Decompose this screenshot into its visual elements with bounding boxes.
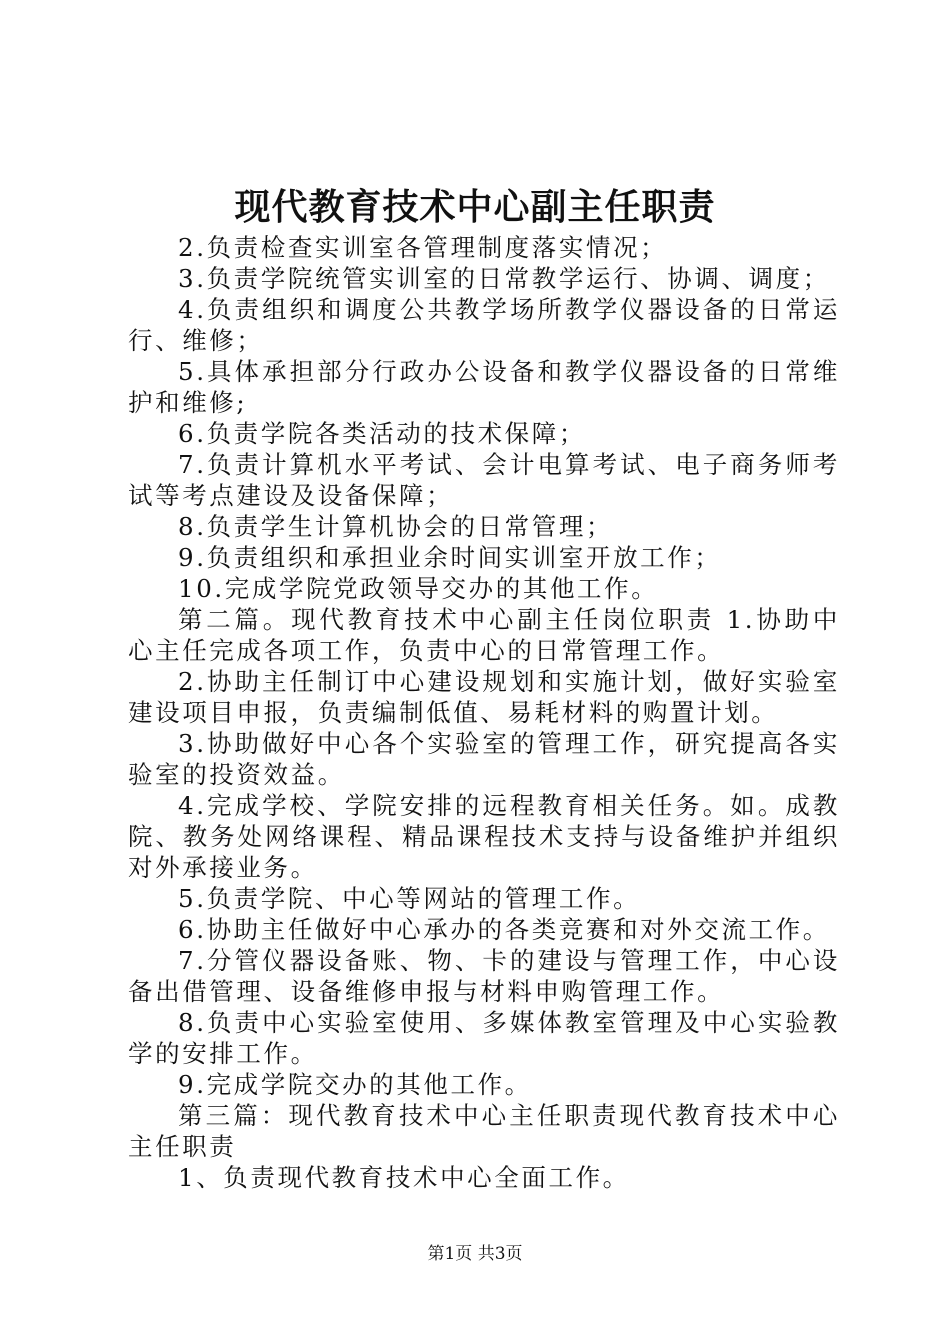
paragraph: 7.负责计算机水平考试、会计电算考试、电子商务师考试等考点建设及设备保障；: [128, 450, 840, 510]
paragraph: 8.负责学生计算机协会的日常管理；: [178, 512, 614, 541]
paragraph: 6.协助主任做好中心承办的各类竞赛和对外交流工作。: [178, 915, 830, 944]
paragraph: 3.协助做好中心各个实验室的管理工作，研究提高各实验室的投资效益。: [128, 729, 840, 789]
paragraph: 第二篇。现代教育技术中心副主任岗位职责 1.协助中心主任完成各项工作，负责中心的日常管理工作。: [128, 605, 840, 665]
paragraph: 4.负责组织和调度公共教学场所教学仪器设备的日常运行、维修；: [128, 295, 840, 355]
paragraph: 10.完成学院党政领导交办的其他工作。: [178, 574, 659, 603]
paragraph: 5.负责学院、中心等网站的管理工作。: [178, 884, 641, 913]
paragraph: 7.分管仪器设备账、物、卡的建设与管理工作，中心设备出借管理、设备维修申报与材料申购管理工作。: [128, 946, 840, 1006]
page-footer: 第1页 共3页: [427, 1244, 523, 1264]
paragraph: 4.完成学校、学院安排的远程教育相关任务。如。成教院、教务处网络课程、精品课程技术支持与设备维护并组织对外承接业务。: [128, 791, 840, 882]
paragraph: 3.负责学院统管实训室的日常教学运行、协调、调度；: [178, 264, 830, 293]
paragraph: 2.协助主任制订中心建设规划和实施计划，做好实验室建设项目申报，负责编制低值、易耗材料的购置计划。: [128, 667, 840, 727]
paragraph: 6.负责学院各类活动的技术保障；: [178, 419, 586, 448]
paragraph: 1、负责现代教育技术中心全面工作。: [178, 1163, 630, 1192]
paragraph: 第三篇：现代教育技术中心主任职责现代教育技术中心主任职责: [128, 1101, 840, 1161]
paragraph: 2.负责检查实训室各管理制度落实情况；: [178, 233, 668, 262]
paragraph: 5.具体承担部分行政办公设备和教学仪器设备的日常维护和维修;: [128, 357, 840, 417]
paragraph: 9.负责组织和承担业余时间实训室开放工作；: [178, 543, 722, 572]
paragraph: 9.完成学院交办的其他工作。: [178, 1070, 532, 1099]
document-body: [128, 232, 840, 1193]
paragraph: 8.负责中心实验室使用、多媒体教室管理及中心实验教学的安排工作。: [128, 1008, 840, 1068]
document-title: 现代教育技术中心副主任职责: [234, 186, 716, 228]
